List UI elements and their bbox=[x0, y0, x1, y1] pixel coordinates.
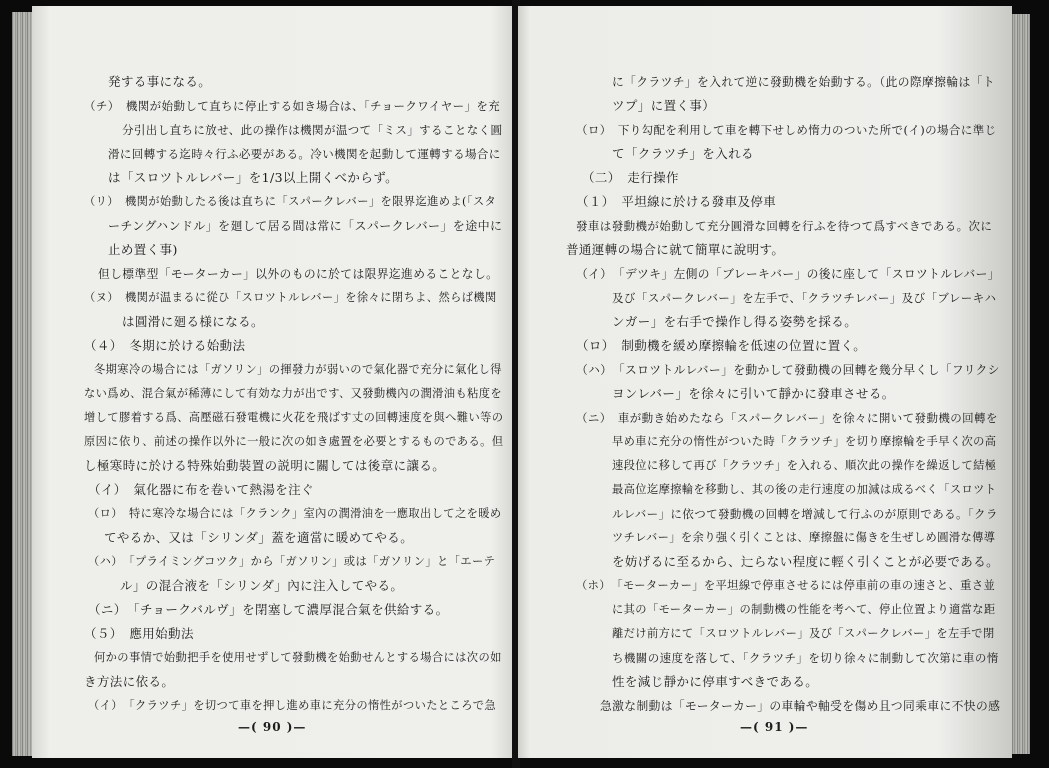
text-line: 及び「スパークレバー」を左手で、「クラツチレバー」及び「ブレーキハ bbox=[612, 291, 997, 305]
text-line: （ロ） 下り勾配を利用して車を轉下せしめ惰力のついた所で(イ)の場合に準じ bbox=[576, 123, 997, 137]
text-line: に其の「モーターカー」の制動機の性能を考へて、停止位置より適當な距 bbox=[612, 603, 996, 616]
text-line: 性を減じ靜かに停車すべきである。 bbox=[612, 674, 819, 689]
text-line: 速段位に移して再び「クラツチ」を入れる、順次此の操作を繰返して結極 bbox=[612, 459, 997, 472]
text-line: 但し標準型「モーターカー」以外のものに於ては限界迄進めることなし。 bbox=[98, 267, 499, 281]
text-line: てやるか、又は「シリンダ」蓋を適當に暖めてやる。 bbox=[104, 530, 414, 545]
right-page bbox=[518, 6, 1012, 758]
section-heading: （４） 冬期に於ける始動法 bbox=[84, 338, 246, 353]
text-line: （ヌ） 機関が温まるに從ひ「スロツトルレバー」を徐々に閉ちよ、然らば機関 bbox=[84, 291, 497, 304]
text-line: ーチングハンドル」を廻して居る間は常に「スパークレバー」を途中に bbox=[108, 219, 503, 233]
text-line: ンガー」を右手で操作し得る姿勢を採る。 bbox=[612, 314, 858, 329]
text-line: は圓滑に廻る様になる。 bbox=[122, 314, 264, 329]
text-line: 発する事になる。 bbox=[108, 74, 212, 89]
text-line: 止め置く事) bbox=[108, 242, 178, 257]
text-line: ル」の混合液を「シリンダ」內に注入してやる。 bbox=[120, 578, 404, 593]
text-line: （リ） 機関が始動したる後は直ちに「スパークレバー」を限界迄進めよ(「スタ bbox=[84, 195, 497, 208]
page-number: —( 90 )— bbox=[238, 720, 307, 734]
text-line: （ロ） 特に寒冷な場合には「クランク」室內の潤滑油を一應取出して之を暖め bbox=[88, 507, 502, 520]
left-page bbox=[32, 6, 515, 758]
book-edge-left bbox=[12, 12, 34, 756]
text-line: 最高位迄摩擦輪を移動し、其の後の走行速度の加減は成るべく「スロツト bbox=[612, 483, 997, 496]
section-heading: （１） 平坦線に於ける發車及停車 bbox=[576, 194, 777, 209]
text-line: （ニ） 「チョークバルヴ」を閉塞して濃厚混合氣を供給する。 bbox=[88, 602, 449, 617]
text-line: ち機關の速度を落して、「クラツチ」を切り徐々に制動して次第に車の惰 bbox=[612, 651, 999, 665]
text-line: （イ） 氣化器に布を卷いて熱湯を注ぐ bbox=[88, 482, 314, 497]
text-line: （ニ） 車が動き始めたなら「スパークレバー」を徐々に開いて發動機の回轉を bbox=[576, 411, 998, 425]
text-line: ない爲め、混合氣が稀薄にして有効な力が出です、又發動機內の潤滑油も粘度を bbox=[84, 387, 503, 400]
text-line: 普通運轉の場合に就て簡單に說明す。 bbox=[566, 242, 785, 257]
text-line: し極寒時に於ける特殊始動裝置の説明に關しては後章に讓る。 bbox=[84, 458, 446, 473]
text-line: 分引出し直ちに放せ、此の操作は機関が温つて「ミス」することなく圓 bbox=[122, 123, 503, 137]
text-line: 原因に依り、前述の操作以外に一般に次の如き處置を必要とするものである。但 bbox=[84, 435, 504, 448]
text-line: 離だけ前方にて「スロツトルレバー」及び「スパークレバー」を左手で閉 bbox=[612, 627, 995, 640]
text-line: ツプ」に置く事） bbox=[612, 98, 716, 113]
text-line: （イ） 「クラツチ」を切つて車を押し進め車に充分の惰性がついたところで急 bbox=[88, 699, 497, 712]
text-line: ヨンレバー」を徐々に引いて靜かに發車させる。 bbox=[612, 386, 895, 401]
text-line: 增して膠着する爲、高壓磁石發電機に火花を飛ばす丈の回轉速度を與へ難い等の bbox=[84, 411, 504, 424]
text-line: に「クラツチ」を入れて逆に發動機を始動する。（此の際摩擦輪は「ト bbox=[612, 75, 995, 89]
text-line: ツチレバー」を余り强く引くことは、摩擦盤に傷きを生ぜしめ圓滑な傳導 bbox=[612, 531, 996, 544]
text-line: を妨げるに至るから、辷らない程度に輕く引くことが必要である。 bbox=[612, 554, 1000, 569]
text-line: は「スロツトルレバー」を1/3以上開くべからず。 bbox=[108, 170, 399, 185]
text-line: （ハ） 「プライミングコツク」から「ガソリン」或は「ガソリン」と「エーテ bbox=[88, 555, 496, 568]
section-heading: （５） 應用始動法 bbox=[84, 626, 194, 641]
text-line: ルレバー」に依つて發動機の回轉を增減して行ふのが原則である。「クラ bbox=[612, 507, 998, 521]
text-line: （イ） 「デツキ」左側の「ブレーキバー」の後に座して「スロツトルレバー」 bbox=[576, 267, 1000, 281]
text-line: （ホ） 「モーターカー」を平坦線で停車させるには停車前の車の速さと、重さ並 bbox=[576, 579, 996, 592]
text-line: 早め車に充分の惰性がついた時「クラツチ」を切り摩擦輪を手早く次の高 bbox=[612, 435, 997, 448]
text-line: （チ） 機関が始動して直ちに停止する如き場合は、「チョークワイヤー」を充 bbox=[84, 99, 501, 113]
text-line: 何かの事情で始動把手を使用せずして發動機を始動せんとする場合には次の如 bbox=[94, 651, 502, 664]
text-line: き方法に依る。 bbox=[84, 674, 175, 689]
text-line: て「クラツチ」を入れる bbox=[612, 146, 754, 161]
text-line: 急激な制動は「モーターカー」の車輪や軸受を傷め且つ同乘車に不快の感 bbox=[600, 699, 1001, 713]
page-number: —( 91 )— bbox=[740, 720, 809, 734]
text-line: 滑に回轉する迄時々行ふ必要がある。冷い機関を起動して運轉する場合に bbox=[108, 147, 501, 161]
text-line: 發車は發動機が始動して充分圓滑な回轉を行ふを待つて爲すべきである。次に bbox=[576, 219, 993, 233]
section-heading: （二） 走行操作 bbox=[582, 170, 679, 185]
text-line: 冬期寒冷の場合には「ガソリン」の揮發力が弱いので氣化器で充分に氣化し得 bbox=[94, 363, 502, 376]
text-line: （ロ） 制動機を緩め摩擦輪を低速の位置に置く。 bbox=[576, 338, 867, 353]
text-line: （ハ） 「スロツトルレバー」を動かして發動機の回轉を幾分早くし「フリクシ bbox=[576, 363, 1000, 377]
